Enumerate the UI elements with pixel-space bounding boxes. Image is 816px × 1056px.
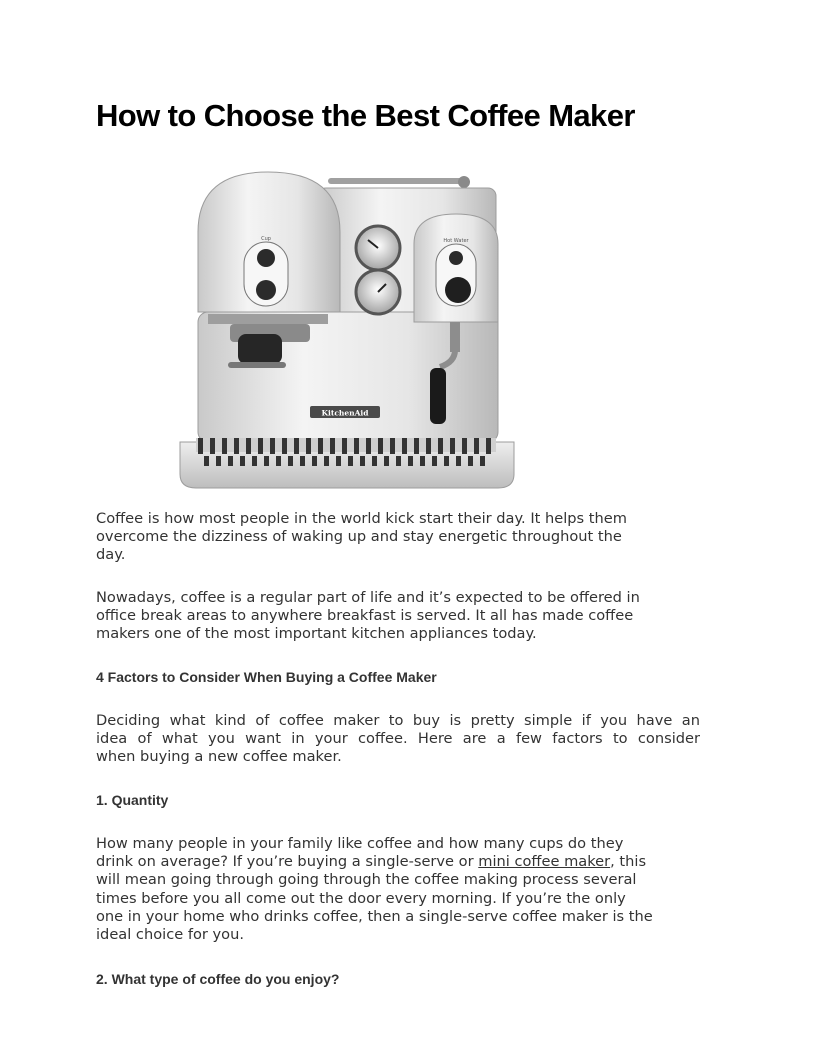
deciding-line-2: idea of what you want in your coffee. Here are a few factors to consider — [96, 730, 700, 748]
quantity-paragraph — [96, 835, 716, 944]
intro-line-2: overcome the dizziness of waking up and stay energetic throughout the — [96, 528, 622, 546]
nowadays-line-1: Nowadays, coffee is a regular part of life and it’s expected to be offered in — [96, 589, 640, 606]
right-gauge-label: Hot Water — [443, 238, 469, 244]
quantity-line-3: will mean going through going through the coffee making process several — [96, 871, 637, 889]
intro-line-1: Coffee is how most people in the world kick start their day. It helps them — [96, 510, 627, 527]
quantity-line-1: How many people in your family like coffee and how many cups do they — [96, 835, 624, 852]
quantity-line-2-before: drink on average? If you’re buying a single-serve or — [96, 853, 479, 871]
nowadays-line-3: makers one of the most important kitchen appliances today. — [96, 625, 537, 643]
quantity-line-2 — [96, 853, 716, 871]
quantity-heading: 1. Quantity — [96, 792, 169, 808]
quantity-line-5: one in your home who drinks coffee, then a single-serve coffee maker is the — [96, 907, 653, 925]
deciding-paragraph — [96, 712, 700, 767]
quantity-line-2-after: , this — [610, 853, 647, 871]
nowadays-line-2: office break areas to anywhere breakfast is served. It all has made coffee — [96, 607, 634, 625]
brand-label: KitchenAid — [321, 408, 369, 418]
espresso-machine-image — [168, 162, 526, 492]
deciding-line-1: Deciding what kind of coffee maker to buy is pretty simple if you have an — [96, 712, 700, 729]
quantity-line-4: times before you all come out the door every morning. If you’re the only — [96, 889, 626, 907]
left-gauge-label: Cup — [261, 236, 271, 242]
coffee-type-heading: 2. What type of coffee do you enjoy? — [96, 971, 340, 987]
factors-heading: 4 Factors to Consider When Buying a Coffee Maker — [96, 669, 437, 685]
intro-line-3: day. — [96, 546, 126, 564]
intro-paragraph — [96, 510, 716, 565]
page-title: How to Choose the Best Coffee Maker — [96, 98, 635, 133]
quantity-line-6: ideal choice for you. — [96, 926, 244, 944]
mini-coffee-maker-link[interactable]: mini coffee maker — [478, 853, 611, 871]
deciding-line-3: when buying a new coffee maker. — [96, 748, 342, 766]
nowadays-paragraph — [96, 589, 716, 644]
